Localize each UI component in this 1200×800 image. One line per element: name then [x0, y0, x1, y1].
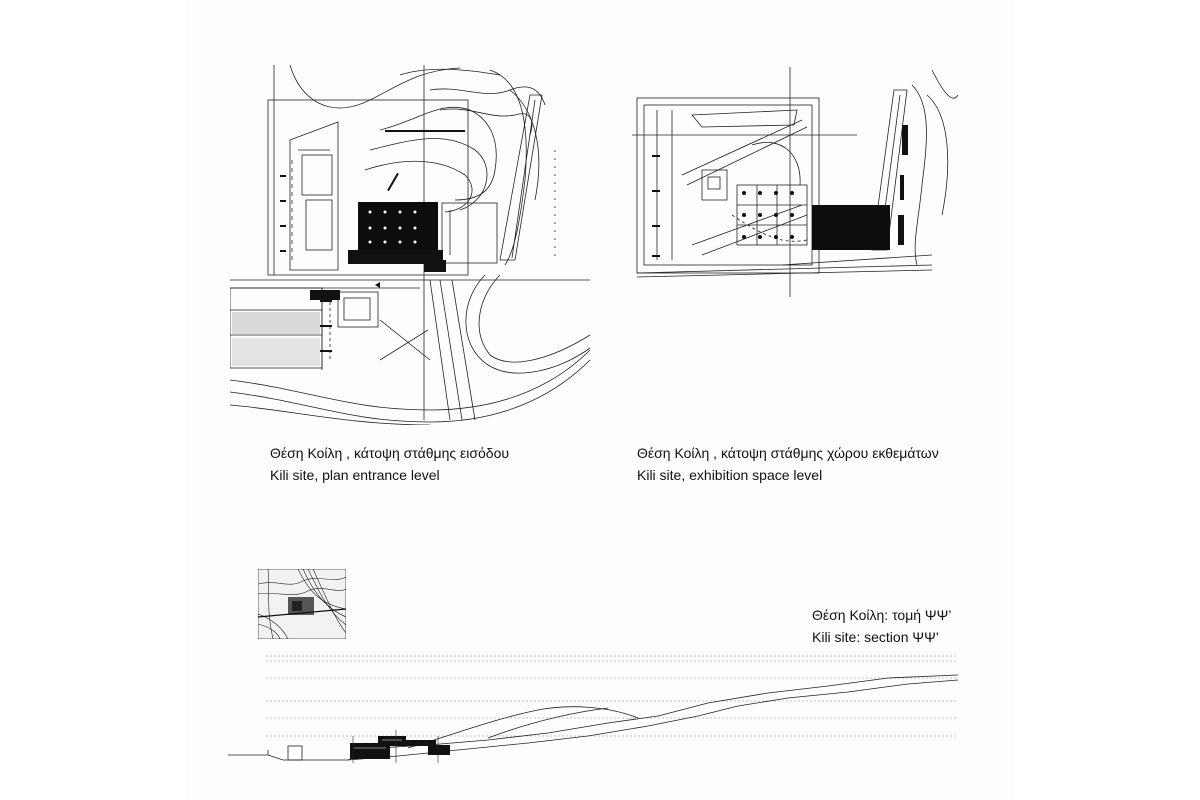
caption-section-greek: Θέση Κοίλη: τομή ΨΨ’	[812, 607, 952, 623]
section-drawing	[228, 648, 963, 773]
caption-entrance-greek: Θέση Κοίλη , κάτοψη στάθμης εισόδου	[270, 445, 510, 461]
caption-section-english: Kili site: section ΨΨ’	[812, 629, 939, 645]
caption-exhibition-greek: Θέση Κοίλη , κάτοψη στάθμης χώρου εκθεμάτων	[637, 445, 939, 461]
caption-entrance-english: Kili site, plan entrance level	[270, 467, 440, 483]
caption-exhibition-english: Kili site, exhibition space level	[637, 467, 823, 483]
caption-section	[812, 604, 951, 648]
caption-exhibition-level	[637, 442, 939, 486]
caption-entrance-level	[270, 442, 509, 486]
entrance-plan-drawing	[230, 60, 592, 425]
exhibition-plan-drawing	[632, 65, 962, 300]
site-plan-thumbnail	[258, 569, 346, 639]
